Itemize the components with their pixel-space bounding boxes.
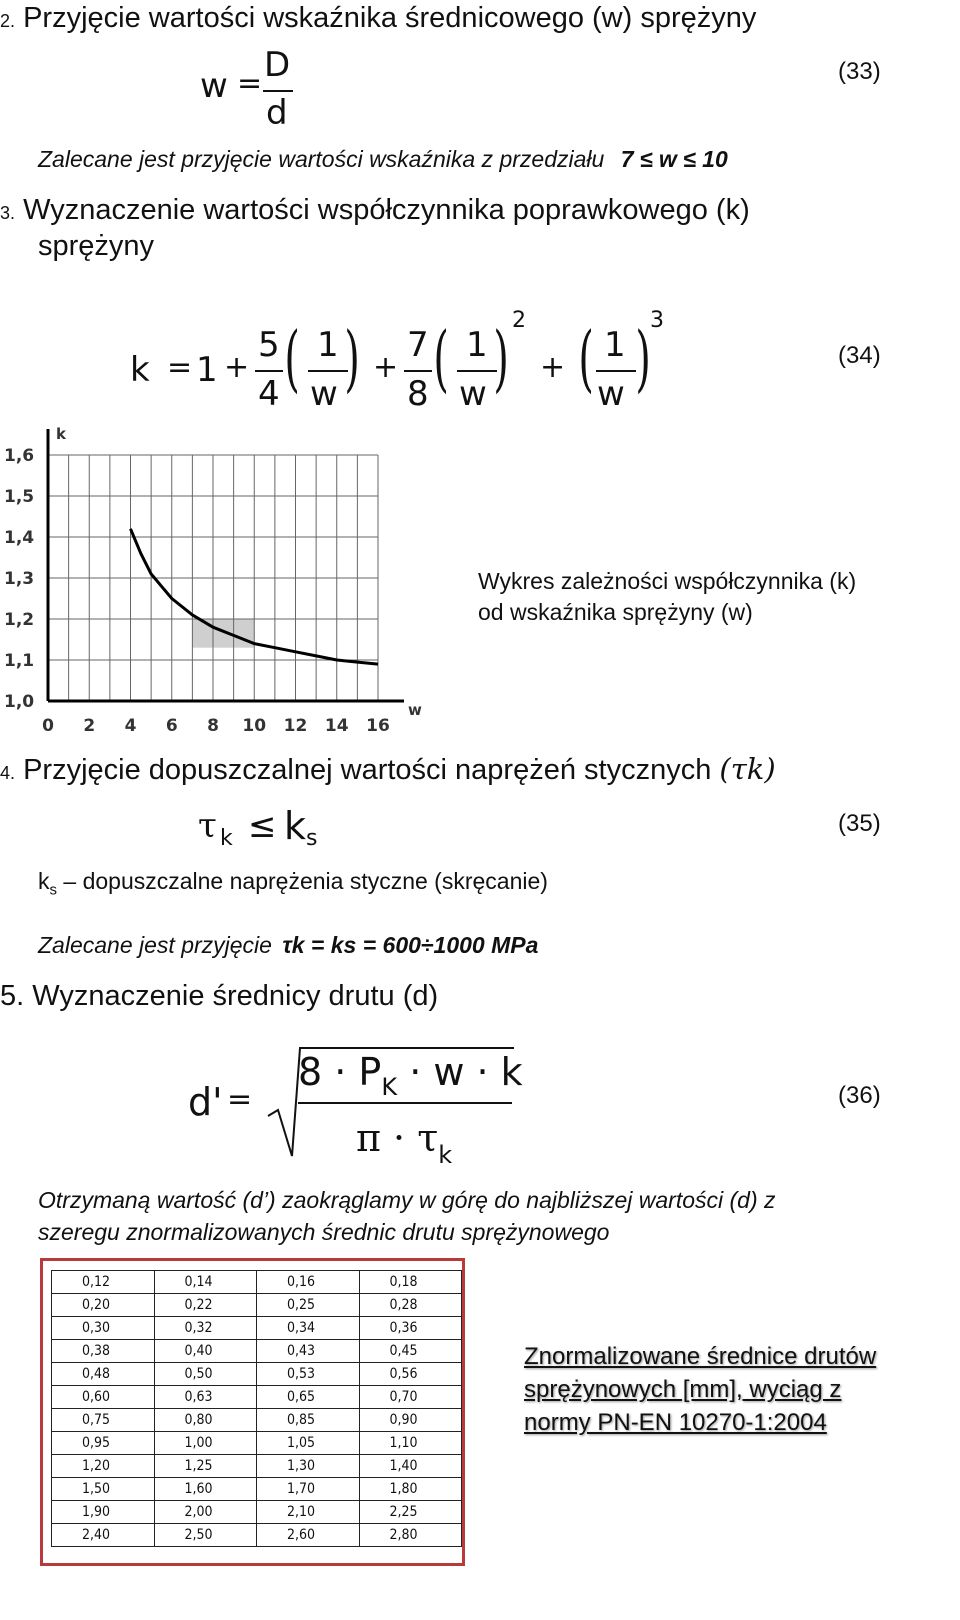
eq-34-a-num: 5 <box>258 325 280 365</box>
table-cell: 0,75 <box>52 1409 155 1432</box>
section-4-note <box>38 932 538 959</box>
eq-34-f3-den: w <box>597 374 625 414</box>
chart-x-tick-label: 16 <box>366 716 390 736</box>
eq-36-den-a: π · τ <box>356 1116 439 1160</box>
wire-caption-line-2: sprężynowych [mm], wyciąg z <box>524 1376 842 1403</box>
section-number: 3. <box>0 203 16 223</box>
eq-33-lhs: w <box>200 66 228 106</box>
eq-34-b-bar <box>404 370 432 372</box>
table-cell: 0,38 <box>52 1340 155 1363</box>
eq-35-k: k <box>284 804 307 848</box>
eq-34-f3-bar <box>596 370 636 372</box>
table-row <box>52 1432 462 1455</box>
eq-34-f3-num: 1 <box>604 325 626 365</box>
section-5-heading <box>0 980 438 1013</box>
table-cell: 0,53 <box>257 1363 360 1386</box>
k-vs-w-chart <box>0 415 430 740</box>
eq-36-fraction-bar <box>298 1102 512 1104</box>
table-cell: 0,14 <box>154 1271 257 1294</box>
chart-y-tick-label: 1,2 <box>4 610 35 630</box>
table-cell: 0,34 <box>257 1317 360 1340</box>
section-title: Wyznaczenie wartości współczynnika poprawkowego (k) <box>23 194 750 226</box>
eq-34-paren-2-open: ( <box>433 316 449 400</box>
ks-definition-text: – dopuszczalne naprężenia styczne (skręcanie) <box>63 868 548 894</box>
table-cell: 0,43 <box>257 1340 360 1363</box>
table-cell: 1,20 <box>52 1455 155 1478</box>
table-cell: 2,10 <box>257 1501 360 1524</box>
wire-caption-line-1: Znormalizowane średnice drutów <box>524 1343 877 1370</box>
section-number: 5. <box>0 980 25 1012</box>
chart-highlight-area <box>192 619 254 648</box>
note-text: Zalecane jest przyjęcie wartości wskaźnika z przedziału <box>38 146 605 172</box>
table-cell: 0,56 <box>359 1363 462 1386</box>
table-row <box>52 1501 462 1524</box>
table-cell: 0,60 <box>52 1386 155 1409</box>
eq-34-b-num: 7 <box>407 325 429 365</box>
section-3-heading-cont: sprężyny <box>38 230 155 262</box>
ks-symbol: k <box>38 868 50 894</box>
eq-34-paren-1-open: ( <box>284 316 300 400</box>
chart-caption-line-1: Wykres zależności współczynnika (k) <box>478 568 857 594</box>
eq-34-k: k <box>130 350 150 390</box>
table-cell: 2,00 <box>154 1501 257 1524</box>
note-line-2: szeregu znormalizowanych średnic drutu sprężynowego <box>38 1219 610 1245</box>
chart-y-tick-label: 1,3 <box>4 569 35 589</box>
section-title: Przyjęcie wartości wskaźnika średnicowego (w) sprężyny <box>23 2 757 34</box>
chart-x-tick-label: 0 <box>42 716 54 736</box>
table-cell: 2,60 <box>257 1524 360 1547</box>
note-range: 7 ≤ w ≤ 10 <box>620 146 728 172</box>
note-text: Zalecane jest przyjęcie <box>38 932 272 958</box>
eq-36-num-a: 8 · P <box>298 1050 382 1094</box>
chart-x-tick-label: 2 <box>83 716 96 736</box>
table-cell: 0,70 <box>359 1386 462 1409</box>
eq-36-equals: = <box>227 1082 253 1117</box>
table-cell: 1,10 <box>359 1432 462 1455</box>
eq-34-plus-3: + <box>540 350 566 385</box>
chart-y-tick-label: 1,4 <box>4 528 35 548</box>
eq-34-f1-bar <box>308 370 348 372</box>
eq-34-plus-2: + <box>373 350 399 385</box>
eq-36-denominator <box>356 1116 453 1169</box>
table-row <box>52 1363 462 1386</box>
eq-33-label: (33) <box>838 58 881 85</box>
eq-34-paren-3-open: ( <box>578 316 594 400</box>
table-cell: 2,80 <box>359 1524 462 1547</box>
eq-35-tau-sub: k <box>220 826 233 851</box>
table-cell: 0,63 <box>154 1386 257 1409</box>
note-line-1: Otrzymaną wartość (d’) zaokrąglamy w górę do najbliższej wartości (d) z <box>38 1187 776 1213</box>
chart-y-axis-label: k <box>56 425 66 443</box>
table-cell: 1,70 <box>257 1478 360 1501</box>
table-row <box>52 1478 462 1501</box>
table-cell: 1,60 <box>154 1478 257 1501</box>
chart-x-tick-label: 8 <box>207 716 219 736</box>
section-4-heading <box>0 752 776 787</box>
eq-35-tau: τ <box>198 806 217 846</box>
eq-34-paren-3-close: ) <box>635 316 651 400</box>
table-cell: 0,22 <box>154 1294 257 1317</box>
eq-36-label: (36) <box>838 1082 881 1109</box>
eq-35-le: ≤ <box>248 806 277 846</box>
eq-34-plus-1: + <box>224 350 250 385</box>
eq-33-numerator: D <box>264 45 291 85</box>
table-cell: 0,85 <box>257 1409 360 1432</box>
chart-x-tick-label: 14 <box>324 716 349 736</box>
chart-x-tick-label: 6 <box>165 716 178 736</box>
eq-34-one: 1 <box>196 350 218 390</box>
chart-caption <box>478 568 856 626</box>
wire-caption-line-3: normy PN-EN 10270-1:2004 <box>524 1409 827 1436</box>
eq-33-fraction-bar <box>263 90 293 92</box>
table-row <box>52 1317 462 1340</box>
section-3-heading <box>0 194 750 227</box>
section-title: Wyznaczenie średnicy drutu (d) <box>32 980 439 1012</box>
table-cell: 1,05 <box>257 1432 360 1455</box>
table-cell: 0,36 <box>359 1317 462 1340</box>
section-2-note <box>38 146 728 173</box>
eq-34-label: (34) <box>838 342 881 369</box>
table-cell: 0,50 <box>154 1363 257 1386</box>
section-2-heading <box>0 2 756 35</box>
chart-y-tick-label: 1,6 <box>4 446 35 466</box>
eq-36-num-sub: K <box>381 1073 398 1101</box>
eq-33-equals: = <box>237 66 263 101</box>
eq-34-paren-1-close: ) <box>344 316 360 400</box>
wire-table-caption <box>524 1340 876 1439</box>
eq-36-num-b: · w · k <box>409 1050 523 1094</box>
eq-34-f2-bar <box>457 370 497 372</box>
table-cell: 1,80 <box>359 1478 462 1501</box>
ks-definition <box>38 868 548 899</box>
table-cell: 0,80 <box>154 1409 257 1432</box>
section-number: 2. <box>0 11 16 31</box>
eq-34-exp-3: 3 <box>650 308 664 333</box>
table-cell: 0,25 <box>257 1294 360 1317</box>
table-row <box>52 1271 462 1294</box>
eq-34-f2-num: 1 <box>466 325 488 365</box>
table-row <box>52 1294 462 1317</box>
eq-34-a-bar <box>255 370 283 372</box>
note-value: τk = ks = 600÷1000 MPa <box>282 932 539 958</box>
table-cell: 1,25 <box>154 1455 257 1478</box>
eq-34-f1-num: 1 <box>317 325 339 365</box>
ks-symbol-sub: s <box>49 881 57 899</box>
table-cell: 0,40 <box>154 1340 257 1363</box>
table-row <box>52 1409 462 1432</box>
table-row <box>52 1455 462 1478</box>
table-cell: 1,40 <box>359 1455 462 1478</box>
table-cell: 1,50 <box>52 1478 155 1501</box>
section-5-note <box>38 1184 776 1248</box>
table-cell: 0,28 <box>359 1294 462 1317</box>
eq-36-lhs: d' <box>188 1080 223 1124</box>
eq-33-denominator: d <box>266 93 288 133</box>
chart-x-tick-label: 12 <box>283 716 308 736</box>
section-title-symbol: (τk) <box>719 752 776 786</box>
table-cell: 0,12 <box>52 1271 155 1294</box>
eq-36-den-sub: k <box>438 1141 453 1169</box>
wire-table-frame <box>40 1258 465 1566</box>
eq-34-b-den: 8 <box>407 374 429 414</box>
eq-34-equals: = <box>167 350 193 385</box>
eq-34-a-den: 4 <box>258 374 280 414</box>
table-cell: 0,95 <box>52 1432 155 1455</box>
table-cell: 1,00 <box>154 1432 257 1455</box>
table-cell: 2,40 <box>52 1524 155 1547</box>
chart-x-axis-label: w <box>408 701 422 719</box>
table-cell: 0,18 <box>359 1271 462 1294</box>
eq-34-exp-2: 2 <box>512 308 526 333</box>
table-cell: 1,30 <box>257 1455 360 1478</box>
wire-diameter-table <box>51 1270 462 1547</box>
eq-35-label: (35) <box>838 810 881 837</box>
eq-35-k-sub: s <box>306 826 318 851</box>
chart-y-tick-label: 1,0 <box>4 692 35 712</box>
chart-y-tick-label: 1,5 <box>4 487 35 507</box>
chart-x-tick-label: 4 <box>124 716 137 736</box>
eq-34-f1-den: w <box>310 374 338 414</box>
eq-36-numerator <box>298 1050 523 1101</box>
table-cell: 0,45 <box>359 1340 462 1363</box>
table-row <box>52 1340 462 1363</box>
chart-caption-line-2: od wskaźnika sprężyny (w) <box>478 599 753 625</box>
eq-34-paren-2-close: ) <box>493 316 509 400</box>
chart-x-tick-label: 10 <box>242 716 267 736</box>
section-number: 4. <box>0 763 16 783</box>
table-cell: 0,90 <box>359 1409 462 1432</box>
eq-34-f2-den: w <box>459 374 487 414</box>
table-cell: 0,32 <box>154 1317 257 1340</box>
table-row <box>52 1386 462 1409</box>
table-cell: 2,50 <box>154 1524 257 1547</box>
chart-y-tick-label: 1,1 <box>4 651 35 671</box>
table-cell: 0,16 <box>257 1271 360 1294</box>
table-cell: 0,30 <box>52 1317 155 1340</box>
table-row <box>52 1524 462 1547</box>
table-cell: 0,65 <box>257 1386 360 1409</box>
section-title: Przyjęcie dopuszczalnej wartości naprężeń stycznych <box>23 754 712 786</box>
table-cell: 0,48 <box>52 1363 155 1386</box>
table-cell: 2,25 <box>359 1501 462 1524</box>
table-cell: 1,90 <box>52 1501 155 1524</box>
table-cell: 0,20 <box>52 1294 155 1317</box>
